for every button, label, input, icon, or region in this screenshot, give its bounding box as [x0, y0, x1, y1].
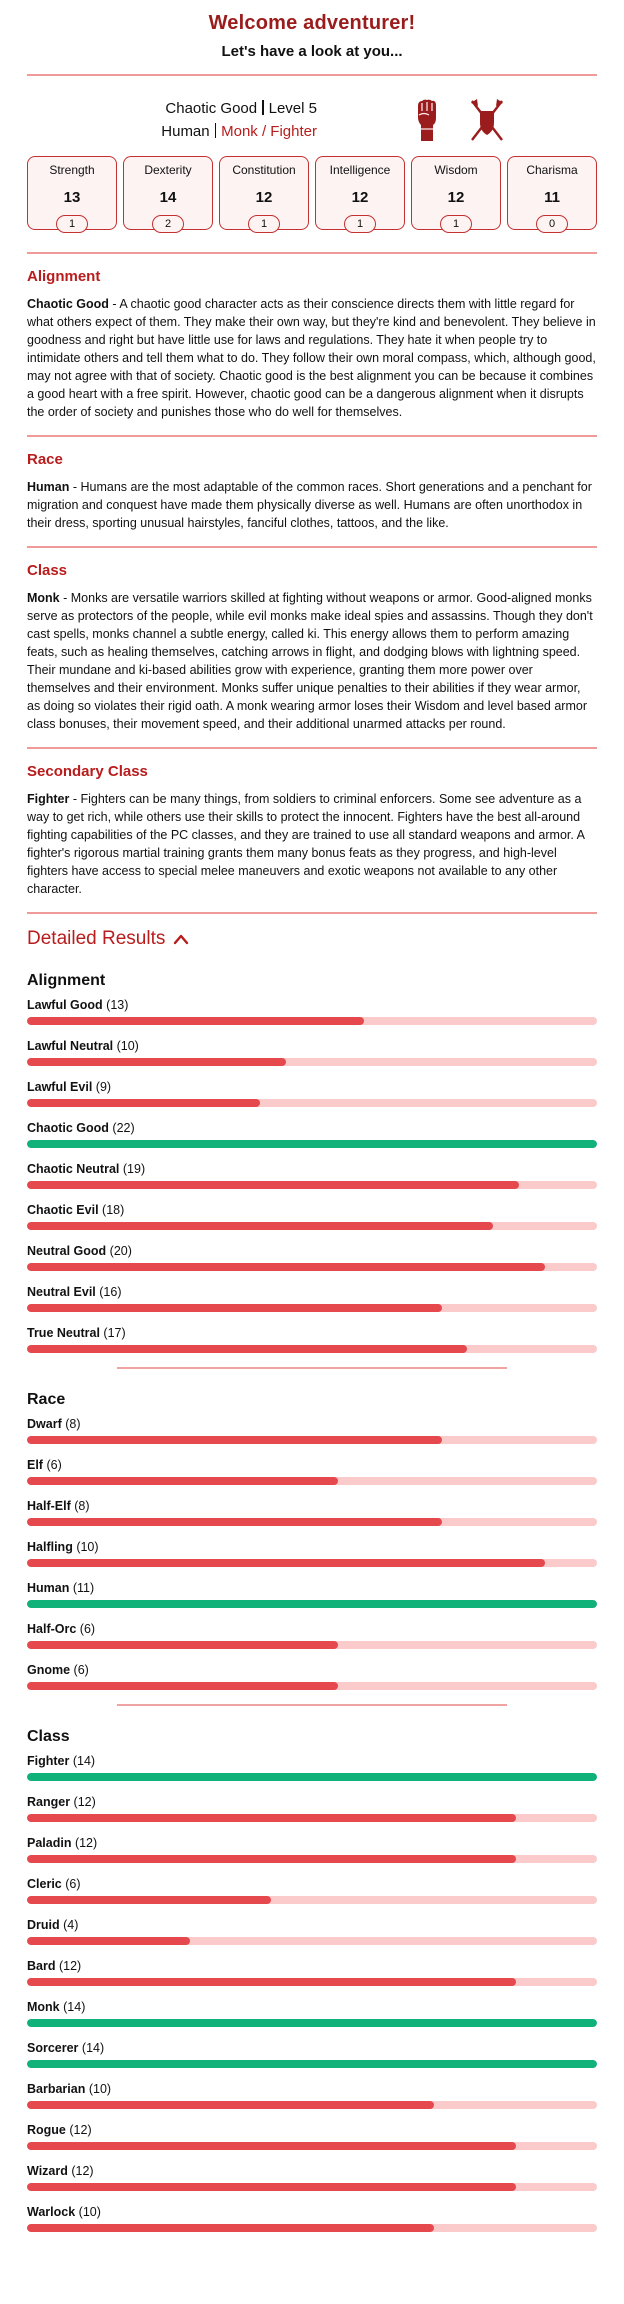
result-row: [27, 1039, 597, 1066]
result-row: [27, 1754, 597, 1781]
result-bar: [27, 1345, 597, 1353]
summary-race: Human: [161, 123, 210, 140]
ability-card-strength: [27, 156, 117, 230]
ability-modifier-badge: 1: [344, 215, 376, 233]
result-bar: [27, 2019, 597, 2027]
result-bar: [27, 1559, 597, 1567]
result-name: Gnome: [27, 1663, 71, 1677]
group-divider: [117, 1367, 507, 1369]
result-bar-fill: [27, 1814, 516, 1822]
result-score: 22: [116, 1121, 131, 1135]
chevron-up-icon[interactable]: [173, 933, 189, 945]
result-name: Dwarf: [27, 1417, 62, 1431]
result-label: Paladin (12): [27, 1836, 98, 1850]
result-bar-fill: [27, 2101, 434, 2109]
result-bar: [27, 1814, 597, 1822]
result-bar-fill: [27, 1263, 545, 1271]
detailed-results-title: Detailed Results: [27, 928, 166, 949]
result-row: [27, 1918, 597, 1945]
result-row: [27, 2000, 597, 2027]
result-score: 12: [73, 2123, 88, 2137]
character-summary: [27, 90, 597, 150]
summary-classes: Monk / Fighter: [221, 123, 317, 140]
result-bar: [27, 1304, 597, 1312]
result-score: 20: [113, 1244, 128, 1258]
result-bar: [27, 1263, 597, 1271]
result-row: [27, 2123, 597, 2150]
result-label: Chaotic Evil (18): [27, 1203, 125, 1217]
result-label: Neutral Evil (16): [27, 1285, 122, 1299]
result-bar: [27, 2183, 597, 2191]
ability-name: Charisma: [526, 163, 578, 177]
summary-level: Level 5: [268, 100, 317, 117]
result-label: Cleric (6): [27, 1877, 81, 1891]
divider: [27, 912, 597, 914]
result-label: Neutral Good (20): [27, 1244, 132, 1258]
ability-modifier-badge: 1: [440, 215, 472, 233]
result-bar-fill: [27, 1017, 364, 1025]
result-bar-fill: [27, 1600, 597, 1608]
result-label: Druid (4): [27, 1918, 79, 1932]
results-group-title: Alignment: [27, 972, 106, 989]
result-label: Rogue (12): [27, 2123, 92, 2137]
result-row: [27, 2082, 597, 2109]
summary-alignment: Chaotic Good: [165, 100, 258, 117]
result-label: Half-Elf (8): [27, 1499, 90, 1513]
result-score: 18: [106, 1203, 121, 1217]
ability-score: 14: [159, 189, 177, 206]
result-score: 12: [75, 2164, 90, 2178]
result-label: Lawful Evil (9): [27, 1080, 112, 1094]
class-section-title: Class: [27, 562, 68, 579]
result-score: 6: [69, 1877, 77, 1891]
ability-card-charisma: [507, 156, 597, 230]
result-score: 10: [120, 1039, 135, 1053]
result-bar-fill: [27, 1896, 271, 1904]
result-score: 10: [80, 1540, 95, 1554]
result-bar-fill: [27, 1222, 493, 1230]
result-row: [27, 1959, 597, 1986]
ability-modifier-badge: 0: [536, 215, 568, 233]
result-row: [27, 1622, 597, 1649]
result-name: Neutral Good: [27, 1244, 107, 1258]
ability-scores: [27, 156, 597, 230]
result-label: Lawful Neutral (10): [27, 1039, 139, 1053]
result-score: 16: [103, 1285, 118, 1299]
result-name: Druid: [27, 1918, 60, 1932]
ability-modifier-badge: 2: [152, 215, 184, 233]
content: [27, 0, 597, 2232]
result-row: [27, 2205, 597, 2232]
result-name: Ranger: [27, 1795, 71, 1809]
result-label: Monk (14): [27, 2000, 86, 2014]
summary-line-1: [27, 97, 317, 120]
result-row: [27, 1877, 597, 1904]
result-score: 13: [110, 998, 125, 1012]
page-subtitle: Let's have a look at you...: [221, 43, 403, 60]
result-row: [27, 1417, 597, 1444]
result-row: [27, 1458, 597, 1485]
result-name: Chaotic Neutral: [27, 1162, 120, 1176]
result-row: [27, 1326, 597, 1353]
ability-score: 12: [447, 189, 465, 206]
result-score: 14: [67, 2000, 82, 2014]
alignment-description: [27, 295, 597, 421]
ability-name: Strength: [49, 163, 95, 177]
result-score: 14: [77, 1754, 91, 1768]
race-section-title: Race: [27, 451, 63, 468]
result-bar-fill: [27, 1773, 597, 1781]
result-bar: [27, 2060, 597, 2068]
ability-name: Intelligence: [329, 163, 391, 177]
summary-text: [27, 97, 317, 143]
result-row: [27, 1285, 597, 1312]
result-row: [27, 1663, 597, 1690]
ability-name: Constitution: [232, 163, 296, 177]
page-title: Welcome adventurer!: [208, 12, 416, 34]
result-name: True Neutral: [27, 1326, 100, 1340]
results-group-alignment: [27, 972, 597, 1369]
result-bar: [27, 1222, 597, 1230]
result-label: Fighter (14): [27, 1754, 96, 1768]
summary-line-2: [27, 120, 317, 143]
race-term: Human: [27, 480, 70, 494]
result-label: Half-Orc (6): [27, 1622, 96, 1636]
class-emblems: [409, 96, 505, 144]
result-score: 8: [69, 1417, 77, 1431]
result-name: Fighter: [27, 1754, 70, 1768]
result-name: Halfling: [27, 1540, 73, 1554]
alignment-section: [27, 268, 597, 421]
results-group-title: Race: [27, 1391, 66, 1408]
result-label: Chaotic Neutral (19): [27, 1162, 146, 1176]
result-row: [27, 1080, 597, 1107]
ability-card-intelligence: [315, 156, 405, 230]
divider: [27, 74, 597, 76]
result-bar-fill: [27, 1140, 597, 1148]
result-bar-fill: [27, 1058, 286, 1066]
result-name: Rogue: [27, 2123, 66, 2137]
result-name: Cleric: [27, 1877, 62, 1891]
secondary-class-term: Fighter: [27, 792, 70, 806]
result-label: Chaotic Good (22): [27, 1121, 135, 1135]
ability-card-wisdom: [411, 156, 501, 230]
result-name: Neutral Evil: [27, 1285, 96, 1299]
result-score: 6: [50, 1458, 58, 1472]
result-label: Dwarf (8): [27, 1417, 81, 1431]
result-name: Chaotic Evil: [27, 1203, 99, 1217]
result-score: 12: [63, 1959, 78, 1973]
result-bar-fill: [27, 2224, 434, 2232]
divider: [27, 747, 597, 749]
result-row: [27, 1795, 597, 1822]
secondary-class-text: - Fighters can be many things, from soldiers to criminal enforcers. Some see adventure as a way to get rich, while others use their skills to protect the innocent. Fighters have the best all-around fighting capabilities of the PC classes, and they are trained to use all standard weapons and armor. A fighter's rigorous martial training grants them many bonus feats as they progress, and high-level fighters have access to special melee maneuvers and exotic weapons not available to any other character.: [27, 792, 585, 896]
result-bar-fill: [27, 1518, 442, 1526]
result-bar-fill: [27, 2019, 597, 2027]
result-row: [27, 1162, 597, 1189]
result-name: Warlock: [27, 2205, 76, 2219]
class-term: Monk: [27, 591, 60, 605]
result-bar: [27, 2101, 597, 2109]
result-label: Lawful Good (13): [27, 998, 129, 1012]
result-bar: [27, 1600, 597, 1608]
result-label: True Neutral (17): [27, 1326, 126, 1340]
result-bar: [27, 1058, 597, 1066]
result-bar: [27, 1937, 597, 1945]
result-bar: [27, 1181, 597, 1189]
alignment-text: - A chaotic good character acts as their conscience directs them with little regard for what others expect of them. They make their own way, but they're kind and benevolent. They believe in goodness and right but have little use for laws and regulations. They hate it when people try to intimidate others and tell them what to do. They follow their own moral compass, which, although good, may not agree with that of society. Chaotic good is the best alignment you can be because it combines a good heart with a free spirit. However, chaotic good can be a dangerous alignment when it disrupts the order of society and punishes those who do well for themselves.: [27, 297, 596, 419]
result-bar: [27, 1641, 597, 1649]
race-section: [27, 451, 597, 532]
result-bar: [27, 1099, 597, 1107]
result-row: [27, 998, 597, 1025]
result-bar: [27, 1682, 597, 1690]
class-description: [27, 589, 597, 733]
ability-card-dexterity: [123, 156, 213, 230]
result-name: Elf: [27, 1458, 43, 1472]
result-score: 9: [99, 1080, 107, 1094]
detailed-results-toggle[interactable]: [27, 928, 597, 950]
result-name: Lawful Good: [27, 998, 103, 1012]
result-bar-fill: [27, 2060, 597, 2068]
result-score: 4: [67, 1918, 75, 1932]
result-bar: [27, 1978, 597, 1986]
fist-icon: [409, 96, 445, 144]
result-score: 8: [78, 1499, 86, 1513]
ability-modifier-badge: 1: [248, 215, 280, 233]
result-bar-fill: [27, 1641, 338, 1649]
divider: [27, 546, 597, 548]
detailed-results: [27, 972, 597, 2232]
result-bar: [27, 1773, 597, 1781]
crossed-weapons-shield-icon: [469, 96, 505, 144]
ability-score: 13: [63, 189, 81, 206]
result-bar: [27, 2224, 597, 2232]
result-bar: [27, 2142, 597, 2150]
result-row: [27, 1540, 597, 1567]
secondary-class-description: [27, 790, 597, 898]
result-label: Elf (6): [27, 1458, 62, 1472]
result-bar-fill: [27, 2183, 516, 2191]
result-row: [27, 2164, 597, 2191]
ability-modifier-badge: 1: [56, 215, 88, 233]
ability-name: Dexterity: [144, 163, 192, 177]
result-name: Paladin: [27, 1836, 72, 1850]
divider: [27, 435, 597, 437]
result-bar-fill: [27, 1682, 338, 1690]
secondary-class-section-title: Secondary Class: [27, 763, 148, 780]
result-label: Bard (12): [27, 1959, 82, 1973]
result-label: Barbarian (10): [27, 2082, 112, 2096]
summary-separator: [262, 100, 264, 115]
alignment-term: Chaotic Good: [27, 297, 109, 311]
result-score: 6: [83, 1622, 91, 1636]
result-name: Monk: [27, 2000, 60, 2014]
class-section: [27, 562, 597, 733]
result-bar-fill: [27, 1978, 516, 1986]
result-bar-fill: [27, 2142, 516, 2150]
result-label: Gnome (6): [27, 1663, 89, 1677]
result-score: 12: [79, 1836, 94, 1850]
result-label: Wizard (12): [27, 2164, 94, 2178]
result-score: 17: [107, 1326, 122, 1340]
class-text: - Monks are versatile warriors skilled at fighting without weapons or armor. Good-aligned monks serve as protectors of the people, while evil monks make ideal spies and assassins. Though they don't cast spells, monks channel a subtle energy, called ki. This energy allows them to perform amazing feats, such as healing themselves, catching arrows in flight, and dodging blows with lightning speed. Their mundane and ki-based abilities grow with experience, granting them more power over themselves and their environment. Monks suffer unique penalties to their abilities if they wear armor, as doing so violates their rigid oath. A monk wearing armor loses their Wisdom and level based armor class bonuses, their movement speed, and their additional unarmed attacks per round.: [27, 591, 593, 731]
result-name: Barbarian: [27, 2082, 86, 2096]
result-name: Wizard: [27, 2164, 68, 2178]
result-bar-fill: [27, 1099, 260, 1107]
result-bar: [27, 1855, 597, 1863]
result-row: [27, 1581, 597, 1608]
result-name: Lawful Neutral: [27, 1039, 114, 1053]
result-label: Warlock (10): [27, 2205, 101, 2219]
result-label: Ranger (12): [27, 1795, 96, 1809]
result-bar-fill: [27, 1181, 519, 1189]
result-bar-fill: [27, 1559, 545, 1567]
result-row: [27, 1203, 597, 1230]
results-group-class: [27, 1728, 597, 2232]
ability-score: 12: [255, 189, 273, 206]
results-group-title: Class: [27, 1728, 70, 1745]
result-bar: [27, 1518, 597, 1526]
result-score: 19: [127, 1162, 141, 1176]
result-name: Half-Elf: [27, 1499, 71, 1513]
alignment-section-title: Alignment: [27, 268, 101, 285]
divider: [27, 252, 597, 254]
secondary-class-section: [27, 763, 597, 898]
ability-card-constitution: [219, 156, 309, 230]
race-text: - Humans are the most adaptable of the common races. Short generations and a penchant for migration and conquest have made them physically diverse as well. Humans are often unorthodox in their dress, sporting unusual hairstyles, fanciful clothes, tattoos, and the like.: [27, 480, 592, 530]
result-row: [27, 2041, 597, 2068]
result-name: Lawful Evil: [27, 1080, 93, 1094]
result-bar-fill: [27, 1345, 467, 1353]
ability-score: 11: [544, 189, 560, 206]
result-name: Human: [27, 1581, 70, 1595]
result-label: Human (11): [27, 1581, 95, 1595]
result-score: 11: [77, 1581, 90, 1595]
result-row: [27, 1836, 597, 1863]
result-label: Sorcerer (14): [27, 2041, 105, 2055]
result-bar: [27, 1477, 597, 1485]
result-label: Halfling (10): [27, 1540, 99, 1554]
group-divider: [117, 1704, 507, 1706]
result-bar-fill: [27, 1937, 190, 1945]
result-name: Bard: [27, 1959, 56, 1973]
result-bar-fill: [27, 1436, 442, 1444]
result-name: Half-Orc: [27, 1622, 77, 1636]
result-score: 14: [86, 2041, 100, 2055]
result-score: 6: [77, 1663, 85, 1677]
result-score: 10: [93, 2082, 107, 2096]
result-bar: [27, 1017, 597, 1025]
ability-name: Wisdom: [434, 163, 478, 177]
result-row: [27, 1244, 597, 1271]
result-score: 12: [77, 1795, 92, 1809]
result-bar-fill: [27, 1304, 442, 1312]
result-bar: [27, 1140, 597, 1148]
result-name: Chaotic Good: [27, 1121, 109, 1135]
summary-separator: [215, 123, 217, 138]
result-score: 10: [82, 2205, 97, 2219]
result-name: Sorcerer: [27, 2041, 79, 2055]
result-bar: [27, 1896, 597, 1904]
result-row: [27, 1121, 597, 1148]
result-bar: [27, 1436, 597, 1444]
result-bar-fill: [27, 1855, 516, 1863]
ability-score: 12: [351, 189, 369, 206]
race-description: [27, 478, 597, 532]
result-row: [27, 1499, 597, 1526]
results-group-race: [27, 1391, 597, 1706]
result-bar-fill: [27, 1477, 338, 1485]
